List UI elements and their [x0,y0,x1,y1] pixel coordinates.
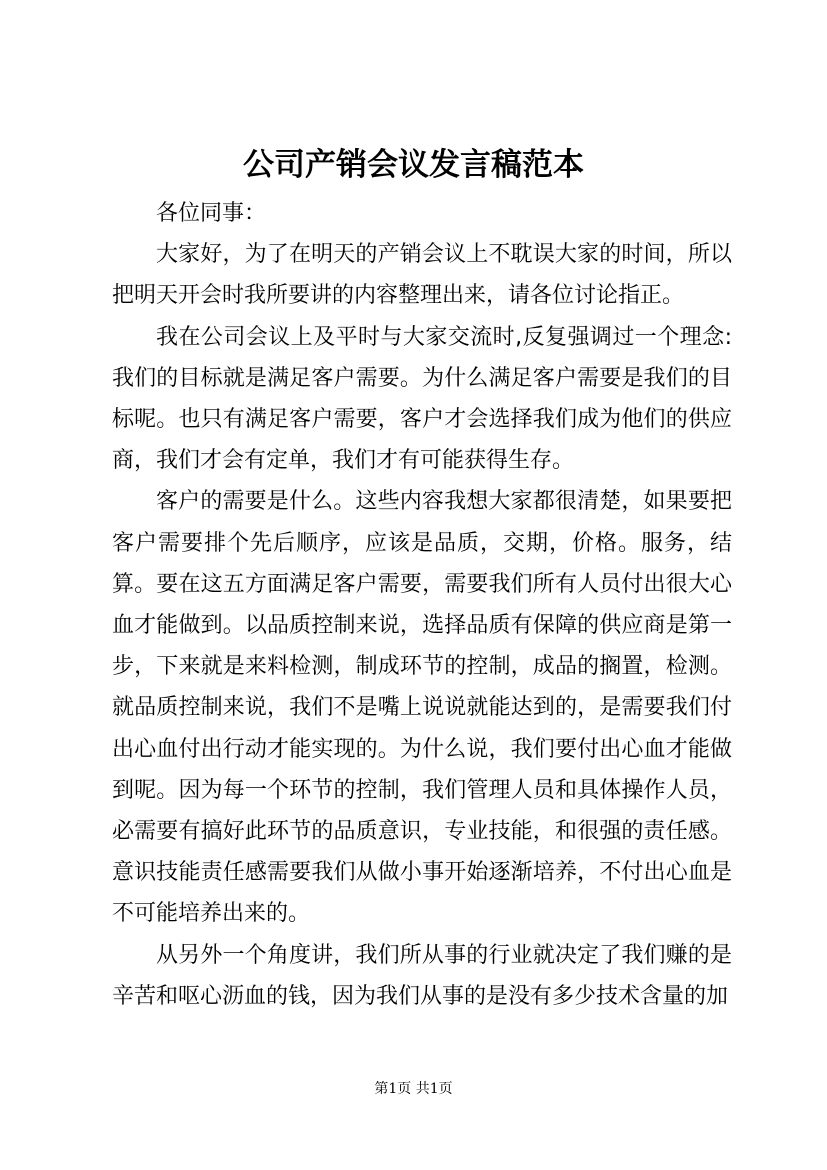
paragraph-greeting: 各位同事： [156,201,267,226]
paragraph-goal: 我在公司会议上及平时与大家交流时,反复强调过一个理念:我们的目标就是满足客户需要。为什么满足客户需要是我们的目标呢。也只有满足客户需要，客户才会选择我们成为他们的供应商，我们才会有定单，我们才有可能获得生存。 [112,324,732,474]
page-footer: 第1页 共1页 [374,1081,453,1097]
document-body [112,193,732,1017]
document-title: 公司产销会议发言稿范本 [243,147,584,183]
paragraph-industry: 从另外一个角度讲，我们所从事的行业就决定了我们赚的是辛苦和呕心沥血的钱，因为我们从事的是没有多少技术含量的加 [112,942,732,1009]
paragraph-customer-needs: 客户的需要是什么。这些内容我想大家都很清楚，如果要把客户需要排个先后顺序，应该是品质，交期，价格。服务，结算。要在这五方面满足客户需要，需要我们所有人员付出很大心血才能做到。以品质控制来说，选择品质有保障的供应商是第一步，下来就是来料检测，制成环节的控制，成品的搁置，检测。就品质控制来说，我们不是嘴上说说就能达到的，是需要我们付出心血付出行动才能实现的。为什么说，我们要付出心血才能做到呢。因为每一个环节的控制，我们管理人员和具体操作人员，必需要有搞好此环节的品质意识，专业技能，和很强的责任感。意识技能责任感需要我们从做小事开始逐渐培养，不付出心血是不可能培养出来的。 [112,489,732,927]
paragraph-intro: 大家好，为了在明天的产销会议上不耽误大家的时间，所以把明天开会时我所要讲的内容整理出来，请各位讨论指正。 [112,242,732,309]
